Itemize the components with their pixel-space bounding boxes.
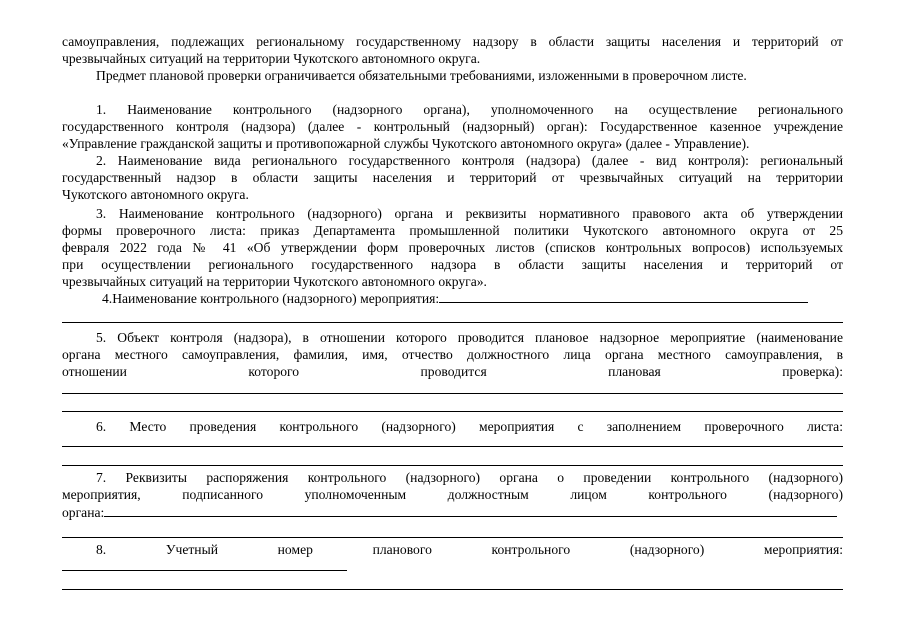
item3-line-5: чрезвычайных ситуаций на территории Чукотского автономного округа». — [62, 274, 487, 289]
intro-line-1: самоуправления, подлежащих региональному государственному надзору в области защиты населения и территорий от — [62, 34, 843, 49]
item1-line-1: 1. Наименование контрольного (надзорного органа), уполномоченного на осуществление регионального — [96, 102, 843, 117]
item4-blank-field[interactable] — [439, 290, 808, 303]
item8-line-1: 8. Учетный номер планового контрольного (надзорного) мероприятия: — [96, 542, 843, 557]
item3-line-2: формы проверочного листа: приказ Департамента промышленной политики Чукотского автономного округа от 25 — [62, 223, 843, 238]
item7-line-3: органа: — [62, 505, 105, 520]
item6-blank-line-2[interactable] — [62, 465, 843, 466]
intro-line-3: Предмет плановой проверки ограничивается обязательными требованиями, изложенными в проверочном листе. — [96, 68, 747, 83]
item6-blank-line-1[interactable] — [62, 446, 843, 447]
item5-line-2: органа местного самоуправления, фамилия, имя, отчество должностного лица органа местного самоуправления, в — [62, 347, 843, 362]
item3-line-3: февраля 2022 года № 41 «Об утверждении форм проверочных листов (списков контрольных вопросов) используемых — [62, 240, 843, 255]
item5-line-3: отношении которого проводится плановая проверка): — [62, 364, 843, 379]
item7-blank-field[interactable] — [104, 504, 837, 517]
item1-line-2: государственного контроля (надзора) (далее - контрольный (надзорный) орган): Государственное казенное учреждение — [62, 119, 843, 134]
item4-label: 4.Наименование контрольного (надзорного) мероприятия: — [102, 291, 440, 306]
item7-line-1: 7. Реквизиты распоряжения контрольного (надзорного) органа о проведении контрольного (надзорного) — [96, 470, 843, 485]
item7-line-2: мероприятия, подписанного уполномоченным должностным лицом контрольного (надзорного) — [62, 487, 843, 502]
item5-blank-line-1[interactable] — [62, 393, 843, 394]
item2-line-1: 2. Наименование вида регионального государственного контроля (надзора) (далее - вид контроля): региональный — [96, 153, 843, 168]
item7-blank-line[interactable] — [62, 537, 843, 538]
item7-row-3 — [62, 504, 837, 521]
intro-line-2: чрезвычайных ситуаций на территории Чукотского автономного округа. — [62, 51, 481, 66]
item2-line-3: Чукотского автономного округа. — [62, 187, 249, 202]
item4-blank-line[interactable] — [62, 322, 843, 323]
item5-line-1: 5. Объект контроля (надзора), в отношении которого проводится плановое надзорное мероприятие (наименование — [96, 330, 843, 345]
item8-blank-line[interactable] — [62, 589, 843, 590]
item8-blank-line-short[interactable] — [62, 570, 347, 571]
item4-row — [102, 290, 808, 307]
item3-line-1: 3. Наименование контрольного (надзорного) органа и реквизиты нормативного правового акта об утверждении — [96, 206, 843, 221]
item6-line-1: 6. Место проведения контрольного (надзорного) мероприятия с заполнением проверочного листа: — [96, 419, 843, 434]
item5-blank-line-2[interactable] — [62, 411, 843, 412]
item1-line-3: «Управление гражданской защиты и противопожарной службы Чукотского автономного округа» (далее - Управление). — [62, 136, 750, 151]
item3-line-4: при осуществлении регионального государственного надзора в области защиты населения и территорий от — [62, 257, 843, 272]
item2-line-2: государственный надзор в области защиты населения и территорий от чрезвычайных ситуаций на территории — [62, 170, 843, 185]
